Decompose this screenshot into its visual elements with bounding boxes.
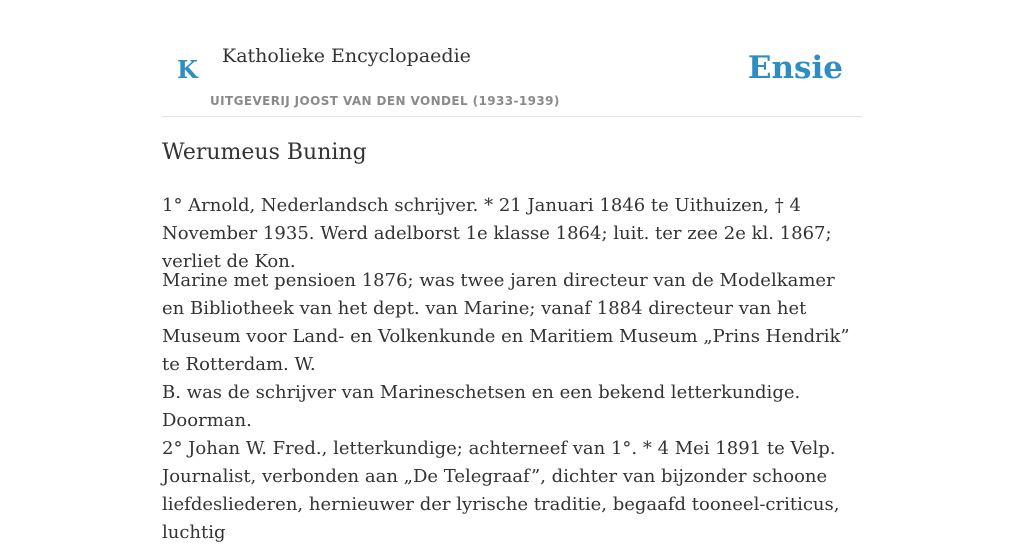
article-title: Werumeus Buning xyxy=(162,140,367,165)
site-title: Katholieke Encyclopaedie xyxy=(222,45,471,67)
article-paragraph: B. was de schrijver van Marineschetsen en een bekend letterkundige. Doorman. xyxy=(162,382,801,431)
article-paragraph: 1° Arnold, Nederlandsch schrijver. * 21 Januari 1846 te Uithuizen, † 4 November 1935. Werd adelborst 1e klasse 1864; luit. ter zee 2e kl. 1867; verliet de Kon. xyxy=(162,195,832,272)
article-paragraph: 2° Johan W. Fred., letterkundige; achterneef van 1°. * 4 Mei 1891 te Velp. Journalist, verbonden aan „De Telegraaf”, dichter van bijzonder schoone liefdesliederen, hernieuwer der lyrische traditie, begaafd tooneel-criticus, luchtig xyxy=(162,438,840,543)
publisher-subtitle: UITGEVERIJ JOOST VAN DEN VONDEL (1933-1939) xyxy=(210,94,560,108)
ensie-brand-link[interactable]: Ensie xyxy=(747,50,843,86)
article-paragraph: Marine met pensioen 1876; was twee jaren directeur van de Modelkamer en Bibliotheek van het dept. van Marine; vanaf 1884 directeur van het Museum voor Land- en Volkenkunde en Maritiem Museum „Prins Hendrik” te Rotterdam. W. xyxy=(162,270,850,375)
site-header xyxy=(162,0,862,117)
logo-link[interactable]: K xyxy=(177,55,198,84)
page xyxy=(162,0,862,543)
